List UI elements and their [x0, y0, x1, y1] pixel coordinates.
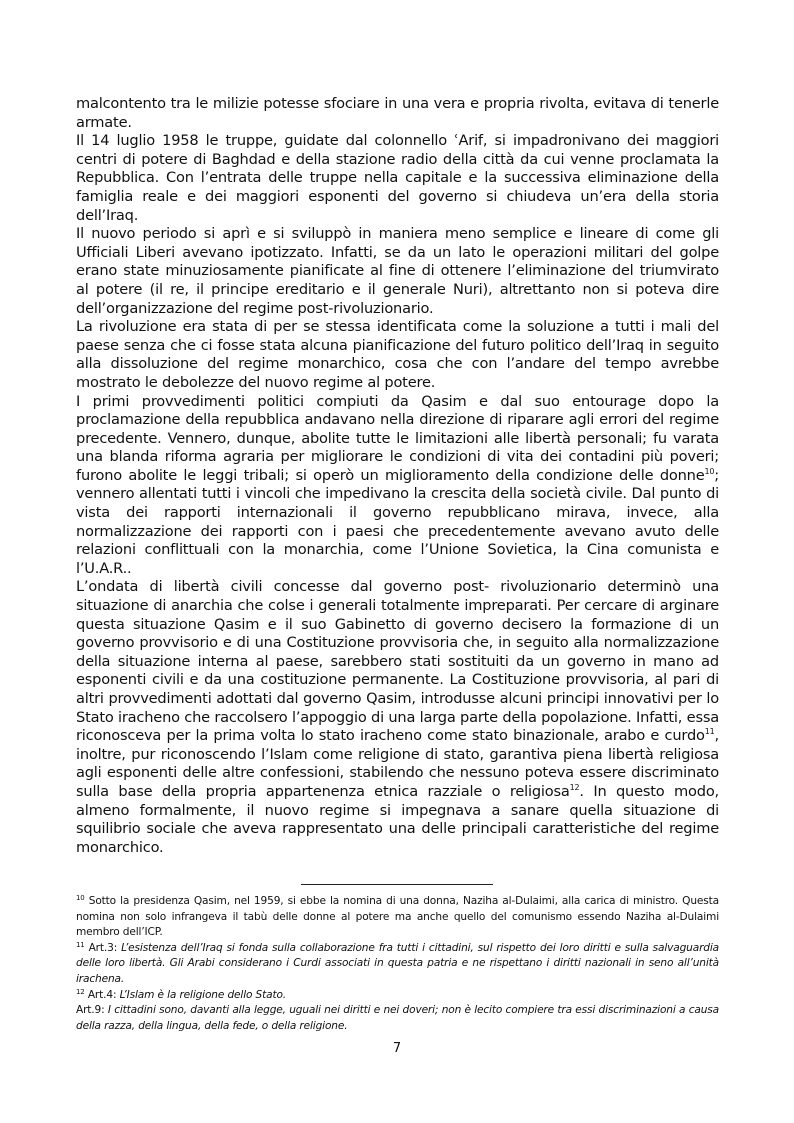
paragraph: La rivoluzione era stata di per se stessa identificata come la soluzione a tutti i mali del paese senza che ci fosse stata alcuna pianificazione del futuro politico dell’Iraq in seguito alla dissoluzione del regime monarchico, cosa che con l’andare del tempo avrebbe mostrato le debolezze del nuovo regime al potere. [76, 318, 719, 391]
paragraph: Il 14 luglio 1958 le truppe, guidate dal colonnello ʿArif, si impadronivano dei maggiori centri di potere di Baghdad e della stazione radio della città da cui venne proclamata la Repubblica. Con l’entrata delle truppe nella capitale e la successiva eliminazione della famiglia reale e dei maggiori esponenti del governo si chiudeva un’era della storia dell’Iraq. [76, 132, 719, 224]
paragraph-text: , inoltre, pur riconoscendo l’Islam come religione di stato, garantiva piena libertà religiosa agli esponenti delle altre confessioni, stabilendo che nessuno poteva essere discriminato sulla base della propria appartenenza etnica razziale o religiosa [76, 727, 719, 800]
footnote-quote: L’Islam è la religione dello Stato. [119, 988, 287, 1001]
footnote-label: Art.3: [84, 941, 122, 954]
footnote-label: Art.4: [84, 988, 120, 1001]
paragraph [76, 393, 719, 579]
footnote [76, 1003, 719, 1034]
paragraph-text: ; vennero allentati tutti i vincoli che impedivano la crescita della società civile. Dal punto di vista dei rapporti internazionali il governo repubblicano mirava, invece, alla normalizzazione dei rapporti con i paesi che precedentemente avevano avuto delle relazioni conflittuali con la monarchia, come l’Unione Sovietica, la Cina comunista e l’U.A.R.. [76, 466, 719, 577]
paragraph [76, 578, 719, 857]
page-number: 7 [392, 1041, 402, 1056]
paragraph-text: I primi provvedimenti politici compiuti da Qasim e dal suo entourage dopo la proclamazione della repubblica andavano nella direzione di riparare agli errori del regime precedente. Vennero, dunque, abolite tutte le limitazioni alle libertà personali; fu varata una blanda riforma agraria per migliorare le condizioni di vita dei contadini più poveri; furono abolite le leggi tribali; si operò un miglioramento della condizione delle donne [76, 392, 719, 484]
footnote-ref[interactable]: 11 [704, 727, 715, 737]
footnote-number: 11 [76, 940, 85, 949]
footnote [76, 894, 719, 941]
body-text [76, 95, 719, 857]
footnote-label: Art.9: [76, 1004, 108, 1017]
footnote-separator [301, 884, 493, 885]
footnote-text: Sotto la presidenza Qasim, nel 1959, si ebbe la nomina di una donna, Naziha al-Dulaimi, alla carica di ministro. Questa nomina non solo infrangeva il tabù delle donne al potere ma anche quello del comunismo essendo Naziha al-Dulaimi membro dell’ICP. [76, 895, 719, 939]
paragraph-text: . In questo modo, almeno formalmente, il nuovo regime si impegnava a sanare quella situazione di squilibrio sociale che aveva rappresentato una delle principali caratteristiche del regime monarchico. [76, 782, 719, 856]
footnotes [76, 894, 719, 1034]
paragraph: Il nuovo periodo si aprì e si sviluppò in maniera meno semplice e lineare di come gli Ufficiali Liberi avevano ipotizzato. Infatti, se da un lato le operazioni militari del golpe erano state minuziosamente pianificate al fine di ottenere l’eliminazione del triumvirato al potere (il re, il principe ereditario e il generale Nuri), altrettanto non si poteva dire dell’organizzazione del regime post-rivoluzionario. [76, 225, 719, 317]
footnote-number: 12 [76, 987, 85, 996]
footnote-number: 10 [76, 894, 85, 902]
footnote-quote: L’esistenza dell’Iraq si fonda sulla collaborazione fra tutti i cittadini, sul rispetto dei loro diritti e sulla salvaguardia delle loro libertà. Gli Arabi considerano i Curdi associati in questa patria e ne rispettano i diritti nazionali in seno all’unità irachena. [76, 941, 719, 985]
footnote-ref[interactable]: 10 [704, 466, 715, 476]
paragraph-text: L’ondata di libertà civili concesse dal governo post- rivoluzionario determinò una situazione di anarchia che colse i generali totalmente impreparati. Per cercare di arginare questa situazione Qasim e il suo Gabinetto di governo decisero la formazione di un governo provvisorio e di una Costituzione provvisoria che, in seguito alla normalizzazione della situazione interna al paese, sarebbero stati sostituiti da un governo in mano ad esponenti civili e da una costituzione permanente. La Costituzione provvisoria, al pari di altri provvedimenti adottati dal governo Qasim, introdusse alcuni principi innovativi per lo Stato iracheno che raccolsero l’appoggio di una larga parte della popolazione. Infatti, essa riconosceva per la prima volta lo stato iracheno come stato binazionale, arabo e curdo [76, 578, 719, 745]
footnote [76, 941, 719, 988]
footnote-ref[interactable]: 12 [569, 782, 580, 792]
footnote [76, 988, 719, 1004]
paragraph: malcontento tra le milizie potesse sfociare in una vera e propria rivolta, evitava di tenerle armate. [76, 95, 719, 131]
footnote-quote: I cittadini sono, davanti alla legge, uguali nei diritti e nei doveri; non è lecito compiere tra essi discriminazioni a causa della razza, della lingua, della fede, o della religione. [76, 1004, 719, 1032]
